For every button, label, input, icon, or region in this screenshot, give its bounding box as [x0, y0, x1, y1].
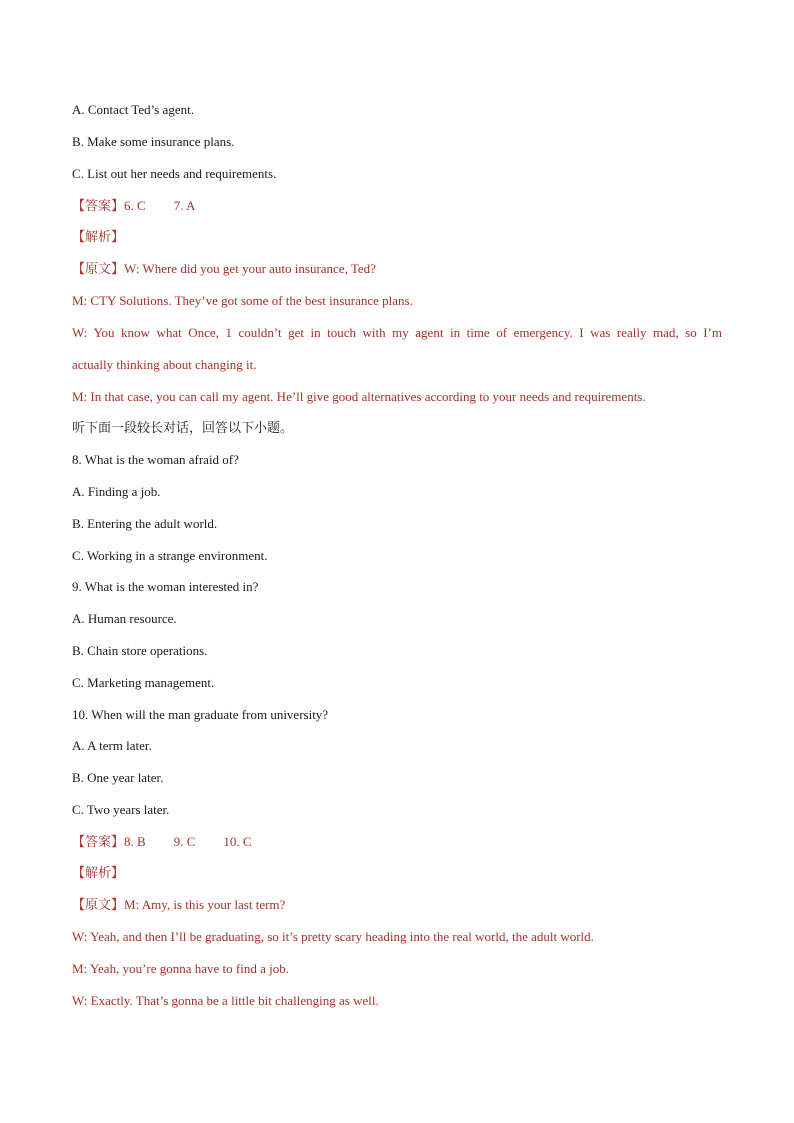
option-10a: A. A term later. [72, 738, 152, 753]
answer-value-10: 10. C [223, 834, 252, 849]
transcript-text: W: Where did you get your auto insurance, Ted? [124, 261, 376, 276]
option-7a: A. Contact Ted’s agent. [72, 102, 194, 117]
transcript-text: M: Amy, is this your last term? [124, 897, 286, 912]
answer-block-2 [72, 834, 252, 851]
section-instruction: 听下面一段较长对话，回答以下小题。 [72, 421, 294, 436]
question-9: 9. What is the woman interested in? [72, 579, 259, 594]
transcript-line-3: W: You know what Once, 1 couldn’t get in touch with my agent in time of emergency. I was really mad, so I’m [72, 325, 722, 340]
answer-value-6: 6. C [124, 198, 146, 213]
question-8: 8. What is the woman afraid of? [72, 452, 239, 467]
answer-value-9: 9. C [173, 834, 196, 849]
option-9a: A. Human resource. [72, 611, 177, 626]
answer-value-8: 8. B [124, 834, 146, 849]
answer-value-7: 7. A [173, 198, 196, 213]
answer-block-1 [72, 198, 195, 215]
answer-label: 【答案】 [72, 199, 125, 214]
transcript-line-1 [72, 261, 376, 278]
option-8c: C. Working in a strange environment. [72, 548, 268, 563]
transcript2-line-4: W: Exactly. That’s gonna be a little bit challenging as well. [72, 993, 379, 1008]
transcript-label: 【原文】 [72, 262, 125, 277]
transcript-line-4: actually thinking about changing it. [72, 357, 257, 372]
option-10c: C. Two years later. [72, 802, 170, 817]
transcript2-line-3: M: Yeah, you’re gonna have to find a job. [72, 961, 289, 976]
option-9b: B. Chain store operations. [72, 643, 208, 658]
transcript-label: 【原文】 [72, 898, 125, 913]
option-7c: C. List out her needs and requirements. [72, 166, 277, 181]
transcript2-line-2: W: Yeah, and then I’ll be graduating, so it’s pretty scary heading into the real world, the adult world. [72, 929, 594, 944]
answer-label: 【答案】 [72, 835, 125, 850]
analysis-label-2: 【解析】 [72, 866, 125, 881]
option-9c: C. Marketing management. [72, 675, 215, 690]
transcript-line-2: M: CTY Solutions. They’ve got some of the best insurance plans. [72, 293, 413, 308]
option-8a: A. Finding a job. [72, 484, 161, 499]
option-7b: B. Make some insurance plans. [72, 134, 235, 149]
question-10: 10. When will the man graduate from university? [72, 707, 329, 722]
option-8b: B. Entering the adult world. [72, 516, 218, 531]
transcript2-line-1 [72, 897, 285, 914]
option-10b: B. One year later. [72, 770, 164, 785]
transcript-line-5: M: In that case, you can call my agent. He’ll give good alternatives according to your needs and requirements. [72, 389, 646, 404]
analysis-label-1: 【解析】 [72, 230, 125, 245]
